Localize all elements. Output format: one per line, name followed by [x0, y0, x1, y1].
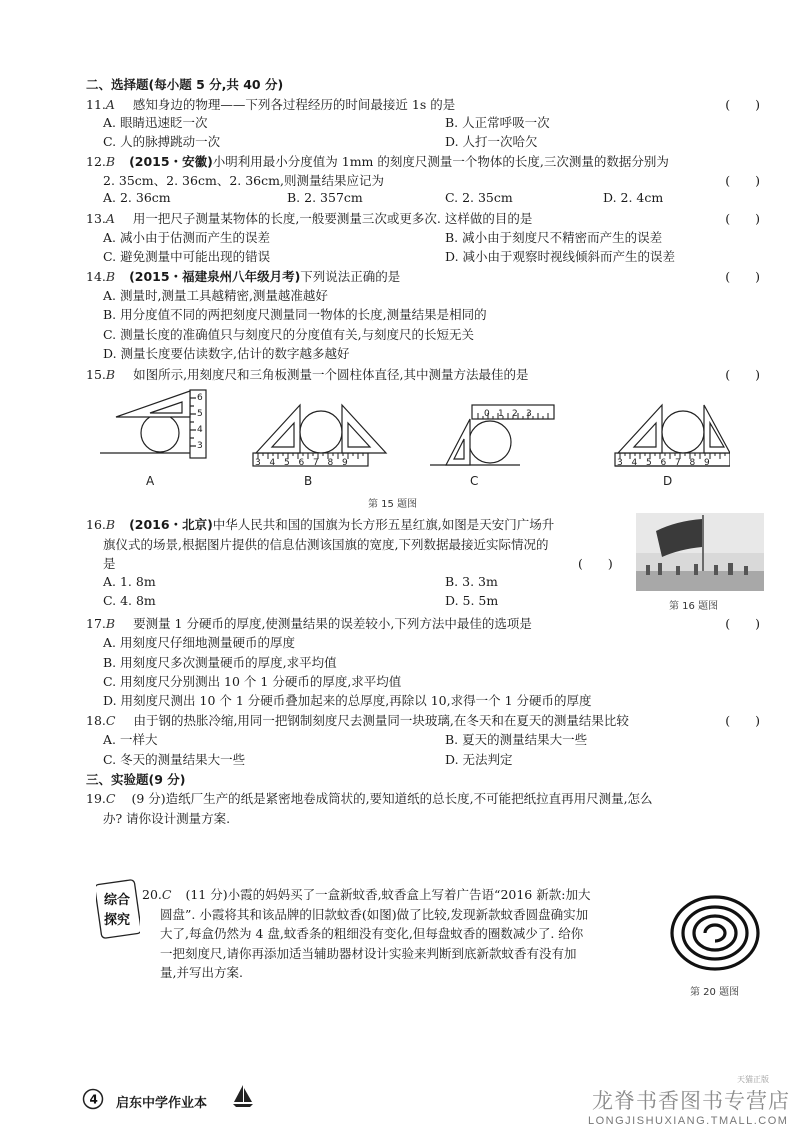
q17-stem: 17.B 要测量 1 分硬币的厚度,使测量结果的误差较小,下列方法中最佳的选项是 [86, 616, 532, 631]
q20-line-5: 量,并写出方案. [160, 965, 243, 980]
q14-paren: ( ) [725, 269, 760, 284]
q13-option-a: A. 减小由于估测而产生的误差 [103, 230, 270, 245]
fig-d-tick-label: 4 [631, 458, 638, 468]
fig-b-tick-label: 8 [327, 458, 334, 468]
fig-c-tick-label: 0 [484, 409, 490, 419]
fig-b-tick-label: 4 [269, 458, 276, 468]
q16-stem-2: 旗仪式的场景,根据图片提供的信息估测该国旗的宽度,下列数据最接近实际情况的 [103, 537, 549, 552]
q13-stem: 13.A 用一把尺子测量某物体的长度,一般要测量三次或更多次. 这样做的目的是 [86, 211, 533, 226]
q13-option-b: B. 减小由于刻度尺不精密而产生的误差 [445, 230, 663, 245]
q14-option-a: A. 测量时,测量工具越精密,测量越准越好 [103, 288, 328, 303]
q20-line-3: 大了,每盒仍然为 4 盘,蚊香条的粗细没有变化,但每盘蚊香的圈数减少了. 给你 [160, 926, 584, 941]
q18-option-c: C. 冬天的测量结果大一些 [103, 752, 246, 767]
q13-paren: ( ) [725, 211, 760, 226]
q20-line-1: 20.C (11 分)小霞的妈妈买了一盒新蚊香,蚊香盒上写着广告语“2016 新款:加大 [142, 887, 591, 902]
section-title-choice: 二、选择题(每小题 5 分,共 40 分) [86, 77, 284, 92]
q16-caption: 第 16 题图 [669, 601, 719, 612]
fig-d-tick-label: 3 [617, 458, 623, 468]
q17-option-d: D. 用刻度尺测出 10 个 1 分硬币叠加起来的总厚度,再除以 10,求得一个 1 分硬币的厚度 [103, 693, 592, 708]
q18-option-d: D. 无法判定 [445, 752, 513, 767]
q13-option-d: D. 减小由于观察时视线倾斜而产生的误差 [445, 249, 676, 264]
q15-label-d: D [663, 474, 673, 488]
q14-stem: 14.B (2015・福建泉州八年级月考)下列说法正确的是 [86, 269, 401, 284]
q19-line-2: 办? 请你设计测量方案. [103, 811, 231, 826]
q16-option-d: D. 5. 5m [445, 593, 499, 608]
figure-b [253, 405, 386, 466]
q11-option-b: B. 人正常呼吸一次 [445, 115, 550, 130]
q14-option-c: C. 测量长度的准确值只与刻度尺的分度值有关,与刻度尺的长短无关 [103, 327, 475, 342]
fig-b-tick-label: 6 [298, 458, 305, 468]
q13-option-c: C. 避免测量中可能出现的错误 [103, 249, 271, 264]
fig-a-tick-label: 5 [197, 409, 203, 419]
q15-caption: 第 15 题图 [368, 499, 418, 510]
q16-stem: 16.B (2016・北京)中华人民共和国的国旗为长方形五星红旗,如图是天安门广场升 [86, 517, 555, 532]
fig-a-tick-label: 4 [197, 425, 203, 435]
q14-option-d: D. 测量长度要估读数字,估计的数字越多越好 [103, 346, 350, 361]
q20-line-4: 一把刻度尺,请你再添加适当辅助器材设计实验来判断到底新款蚊香有没有加 [160, 946, 577, 961]
q19-line-1: 19.C (9 分)造纸厂生产的纸是紧密地卷成筒状的,要知道纸的总长度,不可能把纸拉直再用尺测量,怎么 [86, 791, 653, 806]
fig-c-tick-label: 2 [512, 409, 518, 419]
q17-paren: ( ) [725, 616, 760, 631]
page-number-badge [82, 1088, 104, 1110]
q15-label-c: C [470, 474, 479, 488]
authentic-stamp: 天猫正版 [737, 1075, 769, 1084]
footer-brand: 启东中学作业本 [116, 1096, 208, 1111]
q16-paren: ( ) [578, 556, 613, 571]
q11-answer: A [105, 97, 115, 112]
fig-b-tick-label: 7 [313, 458, 319, 468]
q12-option-d: D. 2. 4cm [603, 190, 664, 205]
q17-option-c: C. 用刻度尺分别测出 10 个 1 分硬币的厚度,求平均值 [103, 674, 402, 689]
badge-text-1: 综合 [104, 893, 131, 908]
q11-option-d: D. 人打一次哈欠 [445, 134, 538, 149]
q12-stem-2: 2. 35cm、2. 36cm、2. 36cm,则测量结果应记为 [103, 173, 384, 188]
q16-option-c: C. 4. 8m [103, 593, 156, 608]
q18-stem: 18.C 由于钢的热胀冷缩,用同一把钢制刻度尺去测量同一块玻璃,在冬天和在夏天的测量结果比较 [86, 713, 629, 728]
fig-d-tick-label: 8 [689, 458, 696, 468]
badge-text-2: 探究 [104, 913, 131, 928]
q16-option-a: A. 1. 8m [103, 574, 156, 589]
figure-c [430, 405, 554, 465]
section-title-experiment: 三、实验题(9 分) [86, 772, 186, 787]
q15-paren: ( ) [725, 367, 760, 382]
q17-option-a: A. 用刻度尺仔细地测量硬币的厚度 [103, 635, 295, 650]
q16-option-b: B. 3. 3m [445, 574, 498, 589]
q18-paren: ( ) [725, 713, 760, 728]
q15-label-b: B [304, 474, 313, 488]
q11-option-c: C. 人的脉搏跳动一次 [103, 134, 221, 149]
figure-d [615, 405, 730, 466]
q15-figure [90, 385, 730, 490]
q12-option-c: C. 2. 35cm [445, 190, 513, 205]
comprehensive-inquiry-badge [96, 878, 140, 940]
fig-b-tick-label: 3 [255, 458, 261, 468]
flag-ceremony-photo [636, 513, 764, 591]
store-watermark-url: LONGJISHUXIANG.TMALL.COM [588, 1115, 789, 1127]
q12-option-b: B. 2. 357cm [287, 190, 363, 205]
store-watermark-cn: 龙脊书香图书专营店 [592, 1089, 790, 1113]
q11-paren: ( ) [725, 97, 760, 112]
q11-option-a: A. 眼睛迅速眨一次 [103, 115, 208, 130]
q20-line-2: 圆盘”. 小霞将其和该品牌的旧款蚊香(如图)做了比较,发现新款蚊香圆盘确实加 [160, 907, 589, 922]
fig-b-tick-label: 9 [342, 458, 348, 468]
fig-a-tick-label: 6 [197, 393, 203, 403]
fig-d-tick-label: 9 [704, 458, 710, 468]
q20-caption: 第 20 题图 [690, 987, 740, 998]
fig-c-tick-label: 3 [526, 409, 532, 419]
fig-d-tick-label: 5 [646, 458, 652, 468]
q14-option-b: B. 用分度值不同的两把刻度尺测量同一物体的长度,测量结果是相同的 [103, 307, 487, 322]
q15-stem: 15.B 如图所示,用刻度尺和三角板测量一个圆柱体直径,其中测量方法最佳的是 [86, 367, 529, 382]
sailboat-icon [232, 1084, 254, 1108]
q17-option-b: B. 用刻度尺多次测量硬币的厚度,求平均值 [103, 655, 337, 670]
figure-a [100, 390, 206, 458]
q18-option-a: A. 一样大 [103, 732, 158, 747]
q18-option-b: B. 夏天的测量结果大一些 [445, 732, 588, 747]
q12-stem: 12.B (2015・安徽)小明利用最小分度值为 1mm 的刻度尺测量一个物体的长度,三次测量的数据分别为 [86, 154, 669, 169]
q12-option-a: A. 2. 36cm [103, 190, 171, 205]
q16-stem-3: 是 [103, 556, 116, 571]
q15-label-a: A [146, 474, 155, 488]
fig-d-tick-label: 7 [675, 458, 681, 468]
q11-stem: 11.A 感知身边的物理——下列各过程经历的时间最接近 1s 的是 [86, 97, 456, 112]
page-number: 4 [89, 1092, 98, 1107]
fig-a-tick-label: 3 [197, 441, 203, 451]
mosquito-coil-spiral [668, 894, 762, 972]
fig-c-tick-label: 1 [498, 409, 504, 419]
fig-d-tick-label: 6 [660, 458, 667, 468]
q12-paren: ( ) [725, 173, 760, 188]
fig-b-tick-label: 5 [284, 458, 290, 468]
